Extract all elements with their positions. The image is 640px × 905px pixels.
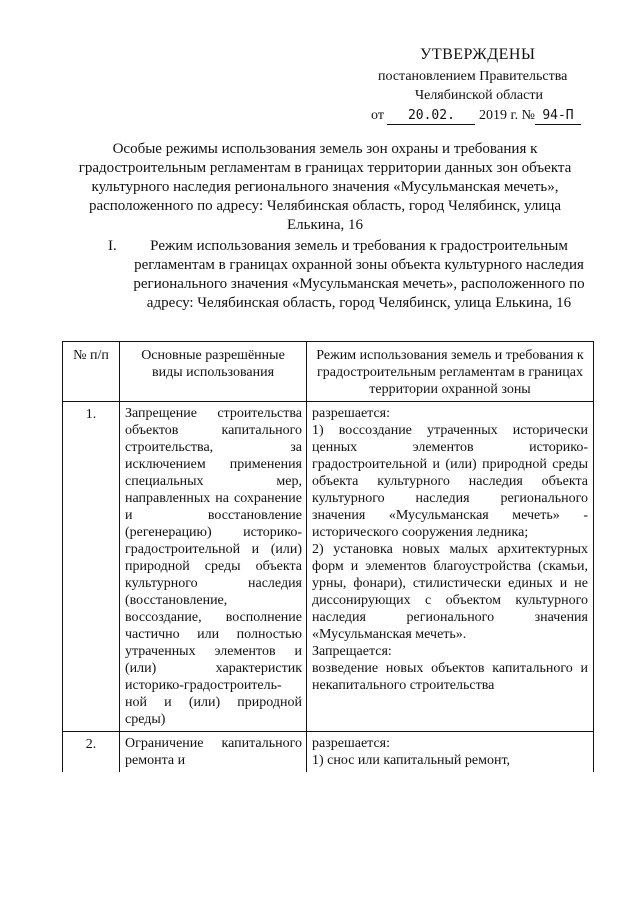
- allowed-item-1: 1) снос или капитальный ремонт,: [312, 753, 511, 768]
- header-kinds: Основные разрешённые виды использования: [120, 342, 307, 402]
- table-row: [63, 732, 594, 773]
- section-number: I.: [108, 238, 117, 254]
- approval-number: 94-П: [535, 108, 581, 125]
- approval-heading: УТВЕРЖДЕНЫ: [420, 46, 536, 63]
- regulation-table: [62, 341, 594, 772]
- approval-year: 2019 г.: [478, 108, 519, 123]
- approval-date-line: [371, 107, 581, 125]
- allowed-label: разрешается:: [312, 736, 390, 751]
- approval-line-2: Челябинской области: [415, 88, 543, 103]
- row-number: 1.: [63, 402, 120, 732]
- allowed-item-2: 2) установка новых малых архитектурных форм и элементов благоустройства (скамьи, урны, фонари), стилистически единых и не диссонирующих с объектом культурного наследия регионального значения «Мусульманская мечеть».: [312, 542, 588, 642]
- forbidden-label: Запрещается:: [312, 644, 392, 659]
- approval-number-sign: №: [521, 108, 535, 123]
- row-regime: [307, 732, 594, 773]
- row-number: 2.: [63, 732, 120, 773]
- document-title: Особые режимы использования земель зон охраны и требования к градостроительным регламентам в границах территории данных зон объекта культурного наследия регионального значения «Мусульманская мечеть», расположенного по адресу: Челябинская область, город Челябинск, улица Елькина, 16: [78, 141, 572, 233]
- section-heading: [108, 237, 592, 313]
- approval-line-1: постановлением Правительства: [378, 69, 568, 84]
- header-number: № п/п: [63, 342, 120, 402]
- row-kind: Ограничение капитального ремонта и: [120, 732, 307, 773]
- approval-date: 20.02.: [387, 108, 475, 125]
- forbidden-item-1: возведение новых объектов капитального и некапитального строительства: [312, 661, 588, 693]
- row-kind: Запрещение строительства объектов капитального строительства, за исключением применения специальных мер, направленных на сохранение и восстановление (регенерацию) историко-градостроительной и (или) природной среды объекта культурного наследия (восстановление, воссоздание, восполнение частично или полностью утраченных элементов и (или) характеристик историко-градостроитель-ной и (или) природной среды): [120, 402, 307, 732]
- allowed-item-1: 1) воссоздание утраченных исторически ценных элементов историко-градостроительной и (или) природной среды объекта культурного наследия объекта культурного наследия регионального значения «Мусульманская мечеть» - исторического сооружения ледника;: [312, 423, 588, 540]
- header-regime: Режим использования земель и требования к градостроительным регламентам в границах территории охранной зоны: [307, 342, 594, 402]
- allowed-label: разрешается:: [312, 406, 390, 421]
- row-regime: [307, 402, 594, 732]
- table-header-row: [63, 342, 594, 402]
- section-text: Режим использования земель и требования к градостроительным регламентам в границах охранной зоны объекта культурного наследия регионального значения «Мусульманская мечеть», расположенного по адресу: Челябинская область, город Челябинск, улица Елькина, 16: [133, 238, 585, 311]
- table-row: [63, 402, 594, 732]
- approval-from-word: от: [371, 108, 384, 123]
